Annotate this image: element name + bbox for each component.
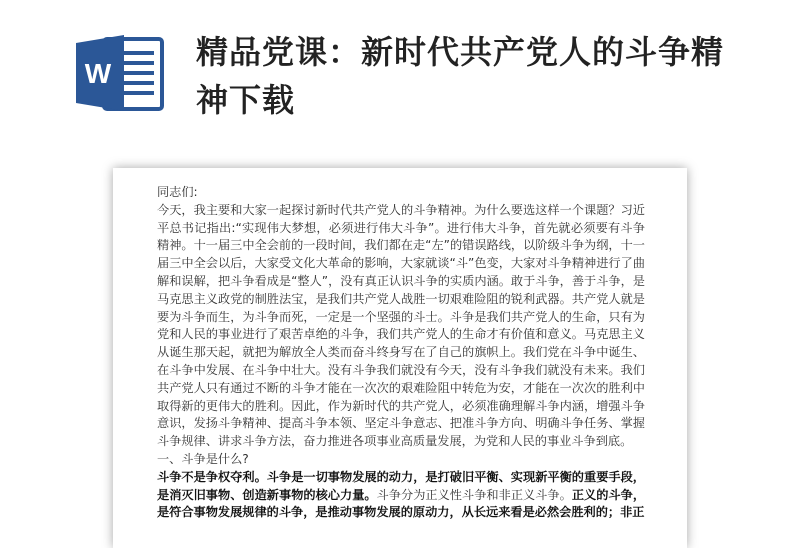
document-preview (113, 168, 687, 548)
section-1-heading: 一、斗争是什么? (157, 451, 249, 466)
paragraph-2-bold-2: 正义的斗争，是符合事物发展规律的斗争，是推动事物发展的原动力，从长远来看是必然会胜利的；非正 (157, 487, 646, 520)
word-document-icon (76, 33, 164, 113)
document-body (157, 184, 645, 522)
paragraph-2 (157, 469, 645, 522)
word-icon-letter: W (84, 58, 112, 89)
page-title: 精品党课：新时代共产党人的斗争精神下载 (196, 33, 725, 119)
paragraph-2-normal-1: 斗争分为正义性斗争和非正义斗争。 (376, 487, 572, 502)
salutation: 同志们: (157, 185, 198, 199)
paragraph-1: 今天，我主要和大家一起探讨新时代共产党人的斗争精神。为什么要选这样一个课题？习近平总书记指出:“实现伟大梦想，必须进行伟大斗争”。进行伟大斗争，首先就必须要有斗争精神。十一届三中全会前的一段时间，我们都在走“左”的错误路线，以阶级斗争为纲，十一届三中全会以后，大家受文化大革命的影响，大家就谈“斗”色变，大家对斗争精神进行了曲解和误解，把斗争看成是“整人”，没有真正认识斗争的实质内涵。敢于斗争，善于斗争，是马克思主义政党的制胜法宝，是我们共产党人战胜一切艰难险阻的锐利武器。共产党人就是要为斗争而生，为斗争而死，一定是一个坚强的斗士。斗争是我们共产党人的生命，只有为党和人民的事业进行了艰苦卓绝的斗争，我们共产党人的生命才有价值和意义。马克思主义从诞生那天起，就把为解放全人类而奋斗终身写在了自己的旗帜上。我们党在斗争中诞生、在斗争中发展、在斗争中壮大。没有斗争我们就没有今天，没有斗争我们就没有未来。我们共产党人只有通过不断的斗争才能在一次次的艰难险阻中转危为安，才能在一次次的胜利中取得新的更伟大的胜利。因此，作为新时代的共产党人，必须准确理解斗争内涵，增强斗争意识，发扬斗争精神、提高斗争本领、坚定斗争意志、把准斗争方向、明确斗争任务、掌握斗争规律、讲求斗争方法，奋力推进各项事业高质量发展，为党和人民的事业斗争到底。 (157, 202, 645, 449)
paragraph-2-bold-1: 斗争不是争权夺利。斗争是一切事物发展的动力，是打破旧平衡、实现新平衡的重要手段，是消灭旧事物、创造新事物的核心力量。 (157, 469, 645, 502)
